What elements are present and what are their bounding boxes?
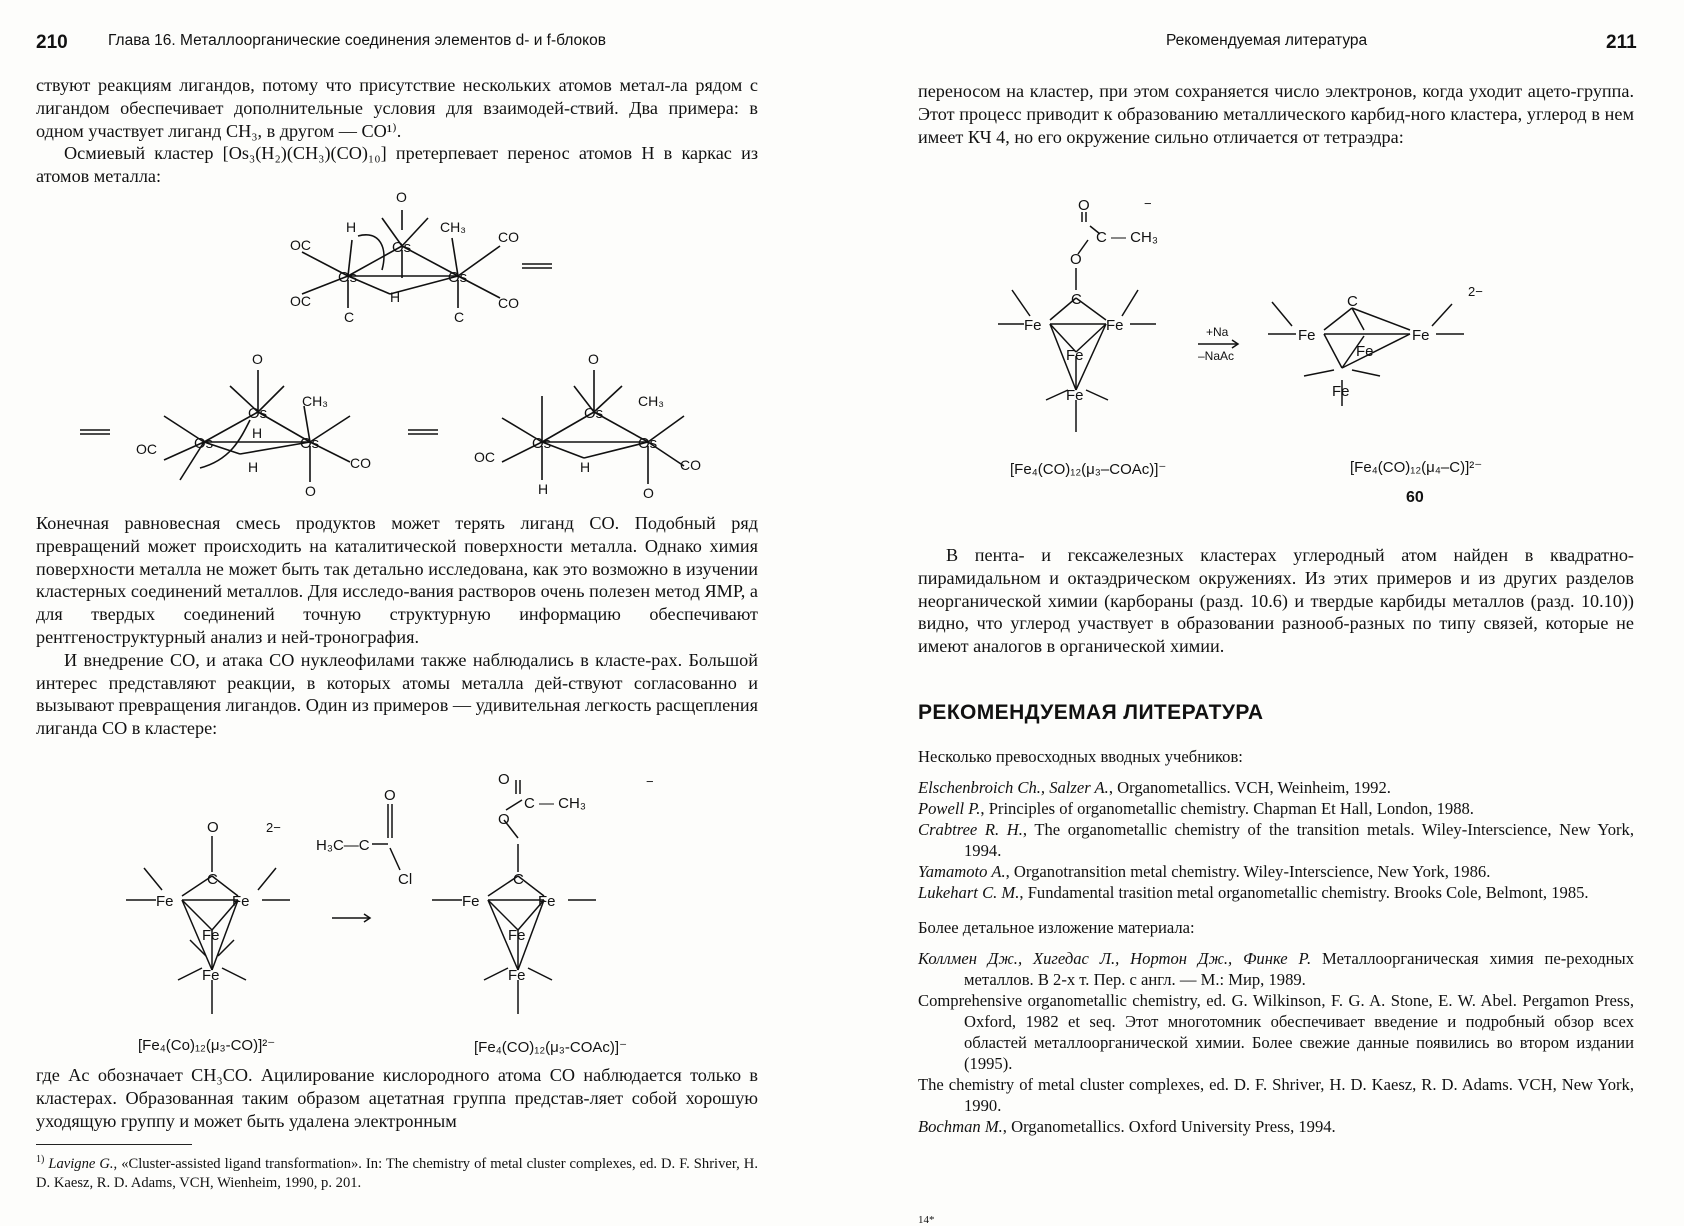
charge-label: −	[646, 774, 654, 789]
fe-atom-label: Fe	[1066, 347, 1084, 364]
caption-fe-co: [Fe₄(Co)₁₂(μ₃-CO)]²⁻	[138, 1037, 276, 1054]
reference-entry	[918, 948, 1634, 990]
ch3-label: CH₃	[638, 393, 664, 409]
fe-atom-label: Fe	[1412, 327, 1430, 344]
reference-entry	[918, 1116, 1634, 1137]
compound-number: 60	[1406, 489, 1424, 506]
literature-list	[918, 746, 1634, 1137]
h-atom-label: H	[346, 219, 357, 235]
os-cluster-equilibrium-diagram	[80, 350, 720, 500]
reference-text: , Organometallics. Oxford University Press, 1994.	[1002, 1117, 1336, 1136]
c-atom-label: C	[454, 309, 465, 325]
bond	[258, 868, 276, 890]
h3c-c-label: H₃C—C	[316, 837, 370, 854]
fe-carbide-reaction-figure	[1012, 196, 1512, 440]
literature-intro: Более детальное изложение материала:	[918, 918, 1195, 937]
h-atom-label: H	[248, 459, 259, 475]
fe-atom-label: Fe	[202, 967, 220, 984]
reference-author: Crabtree R. H.	[918, 820, 1023, 839]
o-atom-label: O	[252, 351, 263, 367]
bond	[1352, 308, 1410, 330]
o-atom-label: O	[1070, 251, 1082, 268]
paragraph: ствуют реакциям лигандов, потому что присутствие нескольких атомов метал-ла рядом с лигандом обеспечивает дополнительные условия для взаимодей-ствий. Два примера: в одном участвует лиганд CH₃, в другом — CO¹⁾.	[36, 75, 758, 141]
co-label: OC	[136, 441, 157, 457]
reference-author: Elschenbroich Ch., Salzer A.	[918, 778, 1109, 797]
h-atom-label: H	[580, 459, 591, 475]
ch3-label: CH₃	[440, 219, 466, 235]
os-atom-label: Os	[194, 435, 214, 452]
charge-label: −	[1144, 196, 1152, 211]
co-label: OC	[290, 237, 311, 253]
arrow-label-bottom: –NaAc	[1198, 349, 1235, 363]
fe-atom-label: Fe	[232, 893, 250, 910]
bond	[1304, 370, 1334, 376]
o-atom-label: O	[588, 351, 599, 367]
o-atom-label: O	[384, 787, 396, 804]
fe-cluster-reaction-figure	[126, 771, 686, 1020]
h-atom-label: H	[390, 289, 401, 305]
bond	[222, 968, 246, 980]
os-atom-label: Os	[248, 405, 268, 422]
fe-atom-label: Fe	[1106, 317, 1124, 334]
o-atom-label: O	[498, 771, 510, 788]
caption-fe-coac: [Fe₄(CO)₁₂(μ₃-COAc)]⁻	[474, 1039, 627, 1056]
paragraph: где Ac обозначает CH₃CO. Ацилирование кислородного атома CO наблюдается только в кластерах. Образованная таким образом ацетатная группа представ-ляет собой хорошую уходящую группу и может быть удалена электронным	[36, 1065, 758, 1131]
c-atom-label: C	[1071, 291, 1082, 308]
fe-atom-label: Fe	[1356, 343, 1374, 360]
reference-group-2	[918, 948, 1634, 1137]
co-label: OC	[290, 293, 311, 309]
bond	[1272, 302, 1292, 326]
charge-label: 2−	[266, 820, 281, 835]
co-label: CO	[498, 229, 519, 245]
fe-atom-label: Fe	[508, 967, 526, 984]
fe-atom-label: Fe	[538, 893, 556, 910]
left-running-head: Глава 16. Металлоорганические соединения элементов d- и f-блоков	[108, 32, 606, 49]
left-text-top	[36, 74, 758, 188]
left-page	[0, 0, 800, 1224]
section-title: РЕКОМЕНДУЕМАЯ ЛИТЕРАТУРА	[918, 701, 1264, 724]
c-atom-label: C	[513, 871, 524, 888]
reference-entry	[918, 777, 1634, 798]
os-atom-label: Os	[448, 269, 468, 286]
bond	[1122, 290, 1138, 316]
fe-carbide-diagram	[1012, 196, 1512, 440]
co-label: CO	[680, 457, 701, 473]
arrow-curve	[358, 235, 384, 270]
reference-text: , Principles of organometallic chemistry. Chapman Et Hall, London, 1988.	[980, 799, 1474, 818]
right-page-number: 211	[1606, 32, 1637, 53]
os-atom-label: Os	[638, 435, 658, 452]
reference-entry	[918, 882, 1634, 903]
reference-author: Yamamoto A.	[918, 862, 1006, 881]
footnote-mark: 1)	[36, 1154, 45, 1165]
left-text-middle	[36, 512, 758, 740]
bond	[1342, 334, 1410, 368]
reference-author: Lukehart C. M.	[918, 883, 1020, 902]
ch3-label: CH₃	[302, 393, 328, 409]
fe-atom-label: Fe	[1298, 327, 1316, 344]
paragraph: переносом на кластер, при этом сохраняется число электронов, когда уходит ацето-группа. Этот процесс приводит к образованию металлического карбид-ного кластера, углерод в нем имеет КЧ 4, но его окружение сильно отличается от тетраэдра:	[918, 81, 1634, 147]
fe-atom-label: Fe	[156, 893, 174, 910]
o-atom-label: O	[305, 483, 316, 499]
fe-atom-label: Fe	[202, 927, 220, 944]
os-atom-label: Os	[300, 435, 320, 452]
reference-entry	[918, 990, 1634, 1074]
bond	[484, 968, 508, 980]
bond	[528, 968, 552, 980]
footnote-rule	[36, 1144, 192, 1145]
reference-text: Металлоорганическая химия пе-реходных металлов. В 2-х т. Пер. с англ. — М.: Мир, 1989.	[964, 949, 1635, 989]
co-label: CO	[498, 295, 519, 311]
bond	[1012, 290, 1030, 316]
os-atom-label: Os	[584, 405, 604, 422]
c-atom-label: C	[207, 871, 218, 888]
reference-text: , Organometallics. VCH, Weinheim, 1992.	[1108, 778, 1391, 797]
paragraph: Конечная равновесная смесь продуктов может терять лиганд CO. Подобный ряд превращений может происходить на каталитической поверхности металла. Однако химия поверхности металла не может быть так детально исследована, как это возможно в изучении кластерных соединений металлов. Для исследо-вания растворов очень полезен метод ЯМР, а для твердых соединений точную структурную информацию обеспечивают рентгеноструктурный анализ и ней-тронография.	[36, 513, 758, 647]
paragraph: И внедрение CO, и атака CO нуклеофилами также наблюдались в класте-рах. Большой интерес представляют реакции, в которых атомы металла дей-ствуют согласованно и вызывают превращения лигандов. Один из примеров — удивительная легкость расщепления лиганда CO в кластере:	[36, 649, 758, 739]
os-cluster-diagram	[290, 190, 600, 340]
fe-acylation-diagram	[126, 771, 686, 1020]
c-ch3-label: C — CH₃	[1096, 229, 1158, 246]
reference-entry	[918, 1074, 1634, 1116]
bond	[1046, 390, 1068, 400]
bond	[144, 868, 162, 890]
right-page	[842, 0, 1684, 1224]
os-atom-label: Os	[338, 269, 358, 286]
bond	[1352, 370, 1380, 376]
reference-text: , Fundamental trasition metal organometallic chemistry. Brooks Cole, Belmont, 1985.	[1019, 883, 1589, 902]
co-label: OC	[474, 449, 495, 465]
right-text-middle	[918, 544, 1634, 658]
c-ch3-label: C — CH₃	[524, 795, 586, 812]
bond	[390, 848, 400, 870]
left-page-number: 210	[36, 32, 68, 53]
footnote-text: , «Cluster-assisted ligand transformation». In: The chemistry of metal cluster complexes, ed. D. F. Shriver, H. D. Kaesz, R. D. Adams, VCH, Wienheim, 1990, p. 201.	[36, 1155, 758, 1191]
co-label: CO	[350, 455, 371, 471]
fe-atom-label: Fe	[1332, 383, 1350, 400]
o-atom-label: O	[1078, 197, 1090, 214]
footnote-author: Lavigne G.	[48, 1155, 114, 1172]
o-atom-label: O	[207, 819, 219, 836]
right-running-head: Рекомендуемая литература	[1166, 32, 1368, 49]
h-atom-label: H	[538, 481, 549, 497]
fe-atom-label: Fe	[462, 893, 480, 910]
os-cluster-figure-1	[290, 190, 600, 340]
h-atom-label: H	[252, 425, 263, 441]
reference-group-1	[918, 777, 1634, 903]
bond	[1432, 304, 1452, 326]
reference-text: Comprehensive organometallic chemistry, ed. G. Wilkinson, F. G. A. Stone, E. W. Abel. Pergamon Press, Oxford, 1982 et seq. Этот многотомник обеспечивает введение и подробный обзор всех областей металлоорганической химии. Более свежие данные появились во втором издании (1995).	[918, 991, 1634, 1073]
bond	[1324, 334, 1342, 368]
bond	[1324, 308, 1352, 330]
reference-author: Powell P.	[918, 799, 981, 818]
bond	[178, 968, 202, 980]
o-atom-label: O	[643, 485, 654, 501]
c-atom-label: C	[1347, 293, 1358, 310]
reference-entry	[918, 861, 1634, 882]
paragraph: Осмиевый кластер [Os₃(H₂)(CH₃)(CO)₁₀] претерпевает перенос атомов H в каркас из атомов металла:	[36, 143, 758, 187]
footnote	[36, 1150, 758, 1193]
bond	[506, 800, 522, 810]
literature-intro: Несколько превосходных вводных учебников:	[918, 747, 1243, 766]
paragraph: В пента- и гексажелезных кластерах углеродный атом найден в квадратно-пирамидальном и октаэдрическом окружениях. Из этих примеров и из других разделов неорганической химии (карбораны (разд. 10.6) и твердые карбиды металлов (разд. 10.10)) видно, что углерод участвует в образовании разнооб-разных по типу связей, которые не имеют аналогов в органической химии.	[918, 545, 1634, 657]
reference-text: , Organotransition metal chemistry. Wiley-Interscience, New York, 1986.	[1005, 862, 1491, 881]
arrow-label-top: +Na	[1206, 325, 1229, 339]
fe-atom-label: Fe	[1066, 387, 1084, 404]
o-atom-label: O	[498, 811, 510, 828]
os-atom-label: Os	[392, 239, 412, 256]
reference-text: The chemistry of metal cluster complexes, ed. D. F. Shriver, H. D. Kaesz, R. D. Adams. VCH, New York, 1990.	[918, 1075, 1634, 1115]
bond	[488, 900, 518, 930]
reference-entry	[918, 819, 1634, 861]
charge-label: 2−	[1468, 284, 1483, 299]
c-atom-label: C	[344, 309, 355, 325]
os-cluster-figure-2	[80, 350, 720, 500]
caption-fe-carbide: [Fe₄(CO)₁₂(μ₄–C)]²⁻	[1350, 459, 1483, 476]
signature-mark: 14*	[918, 1214, 935, 1226]
reference-author: Коллмен Дж., Хигедас Л., Нортон Дж., Финке Р.	[918, 949, 1312, 968]
right-text-top	[918, 80, 1634, 148]
os-atom-label: Os	[532, 435, 552, 452]
cl-atom-label: Cl	[398, 871, 413, 888]
o-atom-label: O	[396, 189, 407, 205]
reference-entry	[918, 798, 1634, 819]
caption-fe-coac-right: [Fe₄(CO)₁₂(μ₃–COAc)]⁻	[1010, 461, 1167, 478]
reference-author: Bochman M.	[918, 1117, 1003, 1136]
bond	[1086, 390, 1108, 400]
left-text-bottom	[36, 1064, 758, 1132]
reference-text: , The organometallic chemistry of the transition metals. Wiley-Interscience, New York, 1994.	[964, 820, 1634, 860]
fe-atom-label: Fe	[1024, 317, 1042, 334]
fe-atom-label: Fe	[508, 927, 526, 944]
bond	[182, 900, 212, 930]
